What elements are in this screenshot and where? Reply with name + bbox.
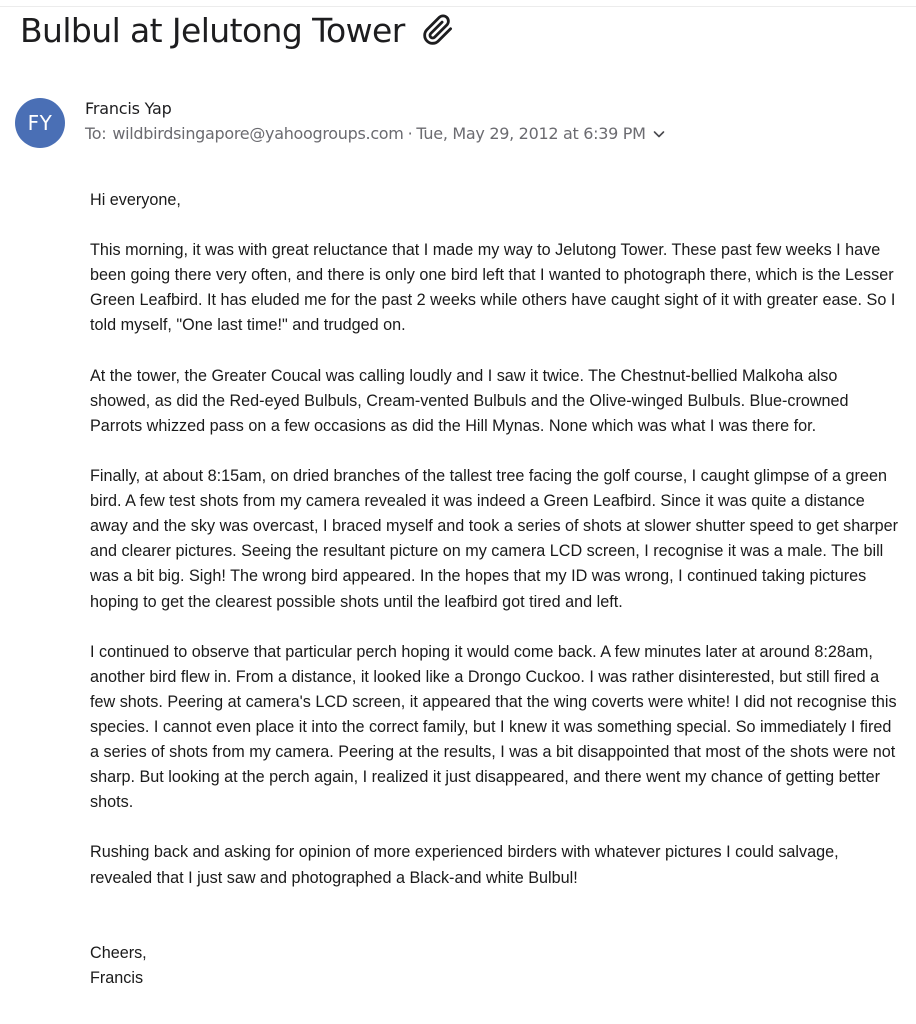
to-address: wildbirdsingapore@yahoogroups.com bbox=[112, 124, 404, 143]
email-subject bbox=[20, 10, 455, 50]
chevron-down-icon[interactable] bbox=[652, 127, 666, 141]
signature: Francis bbox=[90, 968, 144, 987]
body-paragraph: I continued to observe that particular perch hoping it would come back. A few minutes later at around 8:28am, another bird flew in. From a distance, it looked like a Drongo Cuckoo. I was rather disinterested, but still fired a few shots. Peering at camera's LCD screen, it appeared that the wing coverts were white! I did not recognise this species. I cannot even place it into the correct family, but I knew it was something special. So immediately I fired a series of shots from my camera. Peering at the results, I was a bit disappointed that most of the shots were not sharp. But looking at the perch again, I realized it just disappeared, and there went my chance of getting better shots. bbox=[90, 642, 897, 812]
top-divider bbox=[0, 6, 916, 7]
avatar-initials: FY bbox=[27, 111, 53, 135]
signoff: Cheers, bbox=[90, 943, 147, 962]
subject-text: Bulbul at Jelutong Tower bbox=[20, 10, 405, 50]
body-paragraph: Finally, at about 8:15am, on dried branches of the tallest tree facing the golf course, I caught glimpse of a green bird. A few test shots from my camera revealed it was indeed a Green Leafbird. Since it was quite a distance away and the sky was overcast, I braced myself and took a series of shots at slower shutter speed to get sharper and clearer pictures. Seeing the resultant picture on my camera LCD screen, I recognise it was a male. The bill was a bit big. Sigh! The wrong bird appeared. In the hopes that my ID was wrong, I continued taking pictures hoping to get the clearest possible shots until the leafbird got tired and left. bbox=[90, 467, 898, 611]
recipient-line[interactable] bbox=[85, 124, 666, 143]
email-date: Tue, May 29, 2012 at 6:39 PM bbox=[416, 124, 646, 143]
greeting: Hi everyone, bbox=[90, 191, 181, 209]
paperclip-icon[interactable] bbox=[421, 13, 455, 47]
separator: · bbox=[407, 124, 413, 143]
signature-block bbox=[90, 941, 900, 991]
body-paragraph: This morning, it was with great reluctance that I made my way to Jelutong Tower. These past few weeks I have been going there very often, and there is only one bird left that I wanted to photograph there, which is the Lesser Green Leafbird. It has eluded me for the past 2 weeks while others have caught sight of it with greater ease. So I told myself, "One last time!" and trudged on. bbox=[90, 241, 896, 335]
spacer bbox=[90, 916, 900, 941]
body-paragraph: At the tower, the Greater Coucal was calling loudly and I saw it twice. The Chestnut-bellied Malkoha also showed, as did the Red-eyed Bulbuls, Cream-vented Bulbuls and the Olive-winged Bulbuls. Blue-crowned Parrots whizzed pass on a few occasions as did the Hill Mynas. None which was what I was there for. bbox=[90, 366, 849, 435]
sender-name[interactable]: Francis Yap bbox=[85, 99, 172, 118]
body-paragraph: Rushing back and asking for opinion of more experienced birders with whatever pictures I could salvage, revealed that I just saw and photographed a Black-and white Bulbul! bbox=[90, 843, 839, 887]
email-body bbox=[90, 188, 900, 991]
avatar[interactable] bbox=[15, 98, 65, 148]
to-label: To: bbox=[85, 124, 107, 143]
